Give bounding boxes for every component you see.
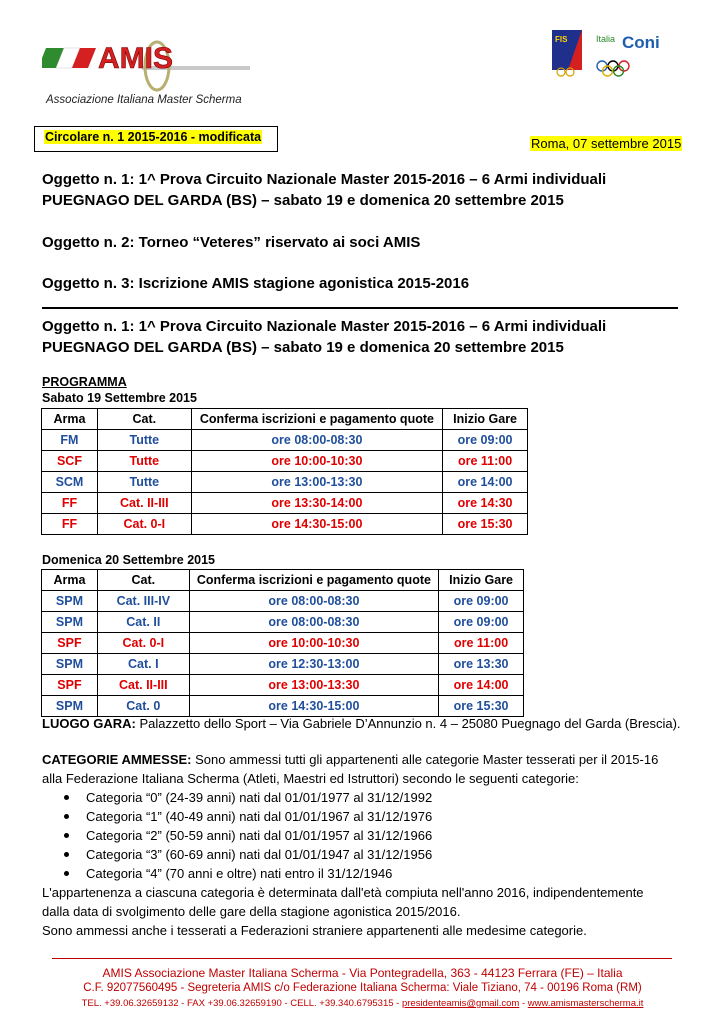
categorie-note-line-1: L'appartenenza a ciascuna categoria è determinata dall'età compiuta nell'anno 2016, indipendentemente — [42, 885, 644, 900]
header-inizio: Inizio Gare — [443, 409, 528, 430]
cell-inizio: ore 09:00 — [439, 612, 524, 633]
header-cat: Cat. — [97, 570, 189, 591]
programma-title: PROGRAMMA — [42, 375, 127, 389]
sunday-title: Domenica 20 Settembre 2015 — [42, 553, 216, 567]
header-conferma: Conferma iscrizioni e pagamento quote — [191, 409, 442, 430]
cell-cat: Cat. 0-I — [97, 633, 189, 654]
coni-logo — [594, 28, 674, 78]
subject-2: Oggetto n. 2: Torneo “Veteres” riservato ai soci AMIS — [42, 234, 421, 251]
cell-conferma: ore 14:30-15:00 — [189, 696, 438, 717]
table-row — [42, 591, 524, 612]
table-row — [42, 430, 528, 451]
cell-inizio: ore 15:30 — [439, 696, 524, 717]
cell-conferma: ore 13:00-13:30 — [189, 675, 438, 696]
cell-conferma: ore 10:00-10:30 — [189, 633, 438, 654]
cell-cat: Cat. II-III — [97, 675, 189, 696]
circolare-label: Circolare n. 1 2015-2016 - modificata — [45, 130, 262, 144]
table-row — [42, 472, 528, 493]
cell-cat: Cat. III-IV — [97, 591, 189, 612]
table-header-row — [42, 409, 528, 430]
header-arma: Arma — [42, 409, 98, 430]
list-item — [86, 807, 432, 826]
cell-cat: Cat. II — [97, 612, 189, 633]
cell-conferma: ore 13:30-14:00 — [191, 493, 442, 514]
table-row — [42, 493, 528, 514]
table-row — [42, 654, 524, 675]
footer-line-3 — [0, 998, 725, 1009]
footer-line-2: C.F. 92077560495 - Segreteria AMIS c/o Federazione Italiana Scherma: Viale Tiziano, 74 - 00196 Roma (RM) — [83, 982, 642, 994]
categorie-note-line-2: dalla data di svolgimento delle gare della stagione agonistica 2015/2016. — [42, 904, 461, 919]
table-row — [42, 633, 524, 654]
bullet-icon — [64, 852, 69, 857]
cell-inizio: ore 13:30 — [439, 654, 524, 675]
categorie-intro — [42, 750, 684, 769]
sunday-schedule-table — [41, 569, 524, 717]
footer-contacts: TEL. +39.06.32659132 - FAX +39.06.32659190 - CELL. +39.340.6795315 - — [81, 998, 402, 1009]
cell-inizio: ore 14:30 — [443, 493, 528, 514]
table-header-row — [42, 570, 524, 591]
header-cat: Cat. — [97, 409, 191, 430]
section-divider — [42, 307, 678, 309]
list-item — [86, 788, 432, 807]
cell-arma: SPM — [42, 612, 98, 633]
categorie-label: CATEGORIE AMMESSE: — [42, 752, 192, 767]
header-arma: Arma — [42, 570, 98, 591]
cell-conferma: ore 14:30-15:00 — [191, 514, 442, 535]
footer-separator: - — [519, 998, 528, 1009]
table-row — [42, 514, 528, 535]
footer-divider — [52, 958, 672, 959]
cell-cat: Cat. 0 — [97, 696, 189, 717]
header-inizio: Inizio Gare — [439, 570, 524, 591]
category-text: Categoria “3” (60-69 anni) nati dal 01/01/1947 al 31/12/1956 — [86, 847, 433, 862]
header-conferma: Conferma iscrizioni e pagamento quote — [189, 570, 438, 591]
coni-italia-text: Italia — [596, 34, 616, 44]
cell-cat: Cat. 0-I — [97, 514, 191, 535]
cell-arma: SPF — [42, 633, 98, 654]
cell-arma: SPM — [42, 696, 98, 717]
cell-cat: Tutte — [97, 430, 191, 451]
luogo-gara — [42, 714, 681, 733]
footer-website-link[interactable]: www.amismasterscherma.it — [527, 998, 644, 1009]
cell-arma: FM — [42, 430, 98, 451]
cell-conferma: ore 10:00-10:30 — [191, 451, 442, 472]
subject-1-repeat-line-2: PUEGNAGO DEL GARDA (BS) – sabato 19 e domenica 20 settembre 2015 — [42, 339, 564, 356]
category-text: Categoria “0” (24-39 anni) nati dal 01/01/1977 al 31/12/1992 — [86, 790, 433, 805]
cell-inizio: ore 09:00 — [443, 430, 528, 451]
categorie-note-line-3: Sono ammessi anche i tesserati a Federazioni straniere appartenenti alle medesime categorie. — [42, 923, 587, 938]
categorie-intro-line-1: Sono ammessi tutti gli appartenenti alle categorie Master tesserati per il 2015-16 — [191, 752, 659, 767]
subject-1-line-1: Oggetto n. 1: 1^ Prova Circuito Nazionale Master 2015-2016 – 6 Armi individuali — [42, 171, 607, 188]
luogo-label: LUOGO GARA: — [42, 716, 136, 731]
cell-cat: Cat. I — [97, 654, 189, 675]
category-text: Categoria “4” (70 anni e oltre) nati entro il 31/12/1946 — [86, 866, 393, 881]
cell-conferma: ore 08:00-08:30 — [189, 612, 438, 633]
cell-inizio: ore 09:00 — [439, 591, 524, 612]
subject-1-repeat-line-1: Oggetto n. 1: 1^ Prova Circuito Nazionale Master 2015-2016 – 6 Armi individuali — [42, 318, 607, 335]
category-text: Categoria “2” (50-59 anni) nati dal 01/01/1957 al 31/12/1966 — [86, 828, 433, 843]
coni-logo-text: Coni — [622, 33, 660, 52]
document-date: Roma, 07 settembre 2015 — [531, 136, 682, 151]
cell-arma: FF — [42, 493, 98, 514]
category-text: Categoria “1” (40-49 anni) nati dal 01/01/1967 al 31/12/1976 — [86, 809, 433, 824]
cell-inizio: ore 11:00 — [439, 633, 524, 654]
cell-inizio: ore 15:30 — [443, 514, 528, 535]
cell-arma: FF — [42, 514, 98, 535]
saturday-title: Sabato 19 Settembre 2015 — [42, 391, 197, 405]
cell-cat: Tutte — [97, 451, 191, 472]
table-row — [42, 612, 524, 633]
cell-arma: SPM — [42, 591, 98, 612]
bullet-icon — [64, 833, 69, 838]
cell-arma: SPM — [42, 654, 98, 675]
cell-conferma: ore 08:00-08:30 — [191, 430, 442, 451]
categorie-intro-line-2: alla Federazione Italiana Scherma (Atleti, Maestri ed Istruttori) secondo le seguenti categorie: — [42, 771, 579, 786]
amis-logo-text: AMIS — [98, 42, 173, 75]
saturday-schedule-table — [41, 408, 528, 535]
cell-cat: Cat. II-III — [97, 493, 191, 514]
cell-cat: Tutte — [97, 472, 191, 493]
bullet-icon — [64, 795, 69, 800]
cell-arma: SCM — [42, 472, 98, 493]
cell-conferma: ore 12:30-13:00 — [189, 654, 438, 675]
cell-inizio: ore 14:00 — [443, 472, 528, 493]
subject-1-line-2: PUEGNAGO DEL GARDA (BS) – sabato 19 e domenica 20 settembre 2015 — [42, 192, 564, 209]
luogo-text: Palazzetto dello Sport – Via Gabriele D’Annunzio n. 4 – 25080 Puegnago del Garda (Brescia). — [135, 716, 681, 731]
table-row — [42, 451, 528, 472]
footer-line-1: AMIS Associazione Master Italiana Scherma - Via Pontegradella, 363 - 44123 Ferrara (FE) – Italia — [102, 966, 623, 980]
list-item — [86, 864, 432, 883]
fis-logo-text: FIS — [555, 35, 568, 44]
fis-logo — [550, 28, 584, 78]
cell-inizio: ore 14:00 — [439, 675, 524, 696]
cell-arma: SPF — [42, 675, 98, 696]
bullet-icon — [64, 814, 69, 819]
bullet-icon — [64, 871, 69, 876]
categorie-list — [86, 788, 432, 883]
footer-email-link[interactable]: presidenteamis@gmail.com — [401, 998, 520, 1009]
amis-logo-subtitle: Associazione Italiana Master Scherma — [46, 94, 242, 106]
list-item — [86, 845, 432, 864]
table-row — [42, 675, 524, 696]
cell-conferma: ore 08:00-08:30 — [189, 591, 438, 612]
olympic-rings-icon — [597, 61, 629, 76]
cell-inizio: ore 11:00 — [443, 451, 528, 472]
list-item — [86, 826, 432, 845]
cell-conferma: ore 13:00-13:30 — [191, 472, 442, 493]
cell-arma: SCF — [42, 451, 98, 472]
subject-3: Oggetto n. 3: Iscrizione AMIS stagione agonistica 2015-2016 — [42, 275, 470, 292]
